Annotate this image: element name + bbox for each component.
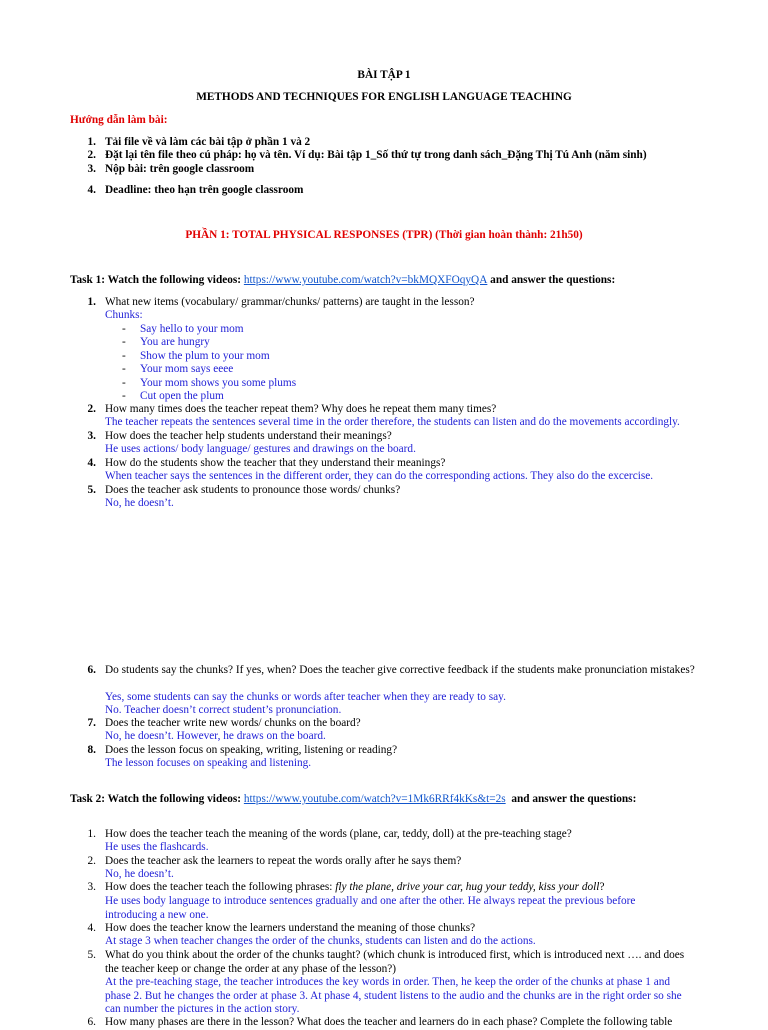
question-number: 2. <box>87 855 96 867</box>
step-text: Deadline: theo hạn trên google classroom <box>105 184 304 196</box>
list-item: Your mom says eeee <box>140 363 234 375</box>
task2-video-link[interactable]: https://www.youtube.com/watch?v=1Mk6RRf4kKs&t=2s <box>243 793 506 805</box>
doc-title: BÀI TẬP 1 <box>357 69 411 81</box>
list-item: You are hungry <box>140 336 210 348</box>
question-number: 6. <box>87 664 96 676</box>
answer-text: No, he doesn’t. However, he draws on the board. <box>105 730 326 742</box>
question-text <box>105 881 604 895</box>
step-text: Tải file về và làm các bài tập ở phần 1 và 2 <box>105 136 311 148</box>
bullet-dash: - <box>122 390 126 402</box>
task1-video-link[interactable]: https://www.youtube.com/watch?v=bkMQXFOqyQA <box>243 274 488 286</box>
question-text: Does the teacher ask the learners to repeat the words orally after he says them? <box>105 855 462 867</box>
bullet-dash: - <box>122 336 126 348</box>
question-text: How many phases are there in the lesson? What does the teacher and learners do in each phase? Complete the following table <box>105 1016 673 1028</box>
answer-text: He uses body language to introduce sentences gradually and one after the other. He always repeat the previous before introducing a new one. <box>105 895 636 921</box>
answer-text: The teacher repeats the sentences several time in the order therefore, the students can listen and do the movements accordingly. <box>105 416 680 428</box>
answer-text: The lesson focuses on speaking and listening. <box>105 757 312 769</box>
step-number: 1. <box>87 136 96 148</box>
step-number: 2. <box>87 149 96 161</box>
question-number: 3. <box>87 881 96 893</box>
answer-text: At stage 3 when teacher changes the order of the chunks, students can listen and do the actions. <box>105 935 536 947</box>
question-text: Does the teacher ask students to pronounce those words/ chunks? <box>105 484 401 496</box>
list-item: Your mom shows you some plums <box>140 377 297 389</box>
doc-subtitle: METHODS AND TECHNIQUES FOR ENGLISH LANGUAGE TEACHING <box>196 91 572 103</box>
task1-label: Task 1: Watch the following videos: <box>70 274 242 286</box>
question-number: 4. <box>87 457 96 469</box>
task2-heading <box>70 793 636 807</box>
question-text: How many times does the teacher repeat them? Why does he repeat them many times? <box>105 403 497 415</box>
question-text: How does the teacher help students understand their meanings? <box>105 430 392 442</box>
list-item: Cut open the plum <box>140 390 224 402</box>
step-text: Đặt lại tên file theo cú pháp: họ và tên. Ví dụ: Bài tập 1_Số thứ tự trong danh sách_Đặng Thị Tú Anh (năm sinh) <box>105 149 647 161</box>
bullet-dash: - <box>122 377 126 389</box>
question-text: What new items (vocabulary/ grammar/chunks/ patterns) are taught in the lesson? <box>105 296 475 308</box>
step-number: 3. <box>87 163 96 175</box>
question-number: 2. <box>87 403 96 415</box>
question-text: Do students say the chunks? If yes, when? Does the teacher give corrective feedback if the students make pronunciation mistakes? <box>105 664 695 676</box>
step-text: Nộp bài: trên google classroom <box>105 163 255 175</box>
part1-heading: PHẦN 1: TOTAL PHYSICAL RESPONSES (TPR) (Thời gian hoàn thành: 21h50) <box>185 229 583 241</box>
bullet-dash: - <box>122 363 126 375</box>
task2-label: Task 2: Watch the following videos: <box>70 793 242 805</box>
answer-text: No. Teacher doesn’t correct student’s pronunciation. <box>105 704 342 716</box>
answer-text: No, he doesn’t. <box>105 497 174 509</box>
task1-heading <box>70 274 615 288</box>
bullet-dash: - <box>122 350 126 362</box>
answer-text: When teacher says the sentences in the different order, they can do the corresponding actions. They also do the excercise. <box>105 470 654 482</box>
list-item: Say hello to your mom <box>140 323 244 335</box>
answer-text: Chunks: <box>105 309 143 321</box>
answer-text: He uses the flashcards. <box>105 841 209 853</box>
bullet-dash: - <box>122 323 126 335</box>
task1-suffix: and answer the questions: <box>487 274 616 286</box>
question-number: 8. <box>87 744 96 756</box>
question-number: 1. <box>87 828 96 840</box>
answer-text: He uses actions/ body language/ gestures and drawings on the board. <box>105 443 416 455</box>
answer-text: Yes, some students can say the chunks or words after teacher when they are ready to say. <box>105 691 506 703</box>
question-number: 7. <box>87 717 96 729</box>
question-text: How does the teacher teach the meaning of the words (plane, car, teddy, doll) at the pre-teaching stage? <box>105 828 572 840</box>
question-number: 1. <box>87 296 96 308</box>
question-text-part: ? <box>599 881 605 893</box>
question-phrases: fly the plane, drive your car, hug your teddy, kiss your doll <box>335 881 600 893</box>
step-number: 4. <box>87 184 96 196</box>
question-text-part: How does the teacher teach the following phrases: <box>105 881 336 893</box>
question-text: What do you think about the order of the chunks taught? (which chunk is introduced first, which is introduced next …. and does the teacher keep or change the order at any phase of the lesson?) <box>105 949 685 975</box>
answer-text: No, he doesn’t. <box>105 868 174 880</box>
question-text: Does the teacher write new words/ chunks on the board? <box>105 717 361 729</box>
question-text: How do the students show the teacher that they understand their meanings? <box>105 457 446 469</box>
task2-suffix: and answer the questions: <box>511 793 637 805</box>
question-number: 4. <box>87 922 96 934</box>
question-number: 3. <box>87 430 96 442</box>
question-text: Does the lesson focus on speaking, writing, listening or reading? <box>105 744 398 756</box>
question-number: 6. <box>87 1016 96 1028</box>
question-number: 5. <box>87 949 96 961</box>
question-number: 5. <box>87 484 96 496</box>
question-text: How does the teacher know the learners understand the meaning of those chunks? <box>105 922 476 934</box>
answer-text: At the pre-teaching stage, the teacher introduces the key words in order. Then, he keep the order of the chunks at phase 1 and phase 2. But he changes the order at phase 3. At phase 4, student listens to the audio and the chunks are in the right order so she can number the pictures in the action story. <box>105 976 682 1015</box>
guide-label: Hướng dẫn làm bài: <box>70 114 168 126</box>
list-item: Show the plum to your mom <box>140 350 270 362</box>
